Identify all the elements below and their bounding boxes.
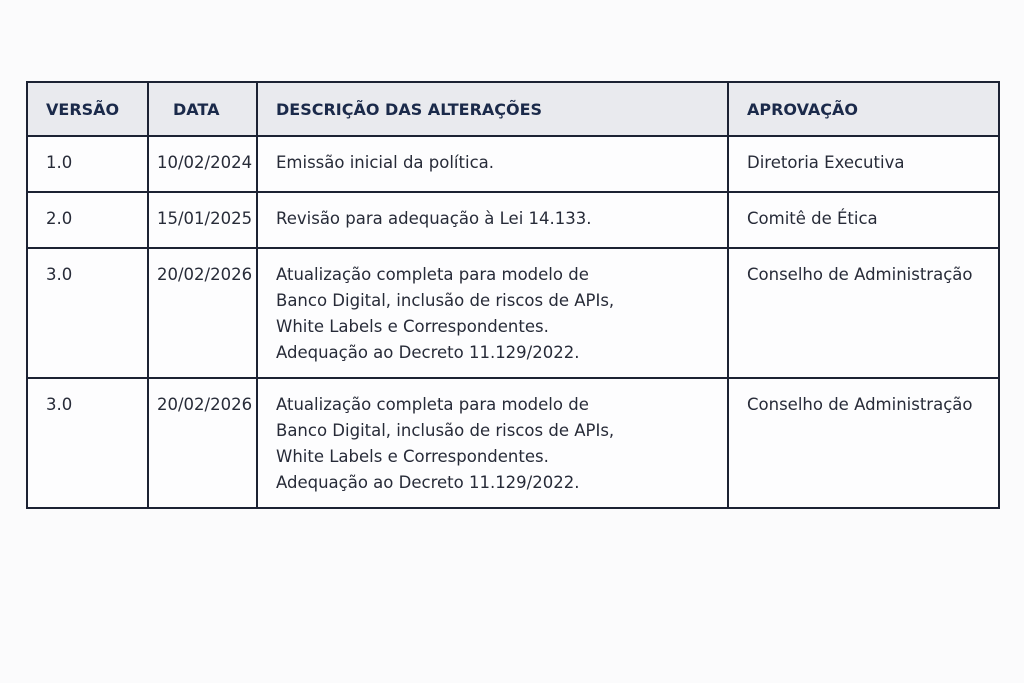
cell-versao: 3.0 [27, 248, 148, 378]
cell-data: 20/02/2026 [148, 378, 257, 508]
descricao-line: White Labels e Correspondentes. [276, 317, 549, 336]
descricao-line: Atualização completa para modelo de [276, 265, 589, 284]
cell-aprovacao: Conselho de Administração [728, 378, 999, 508]
cell-descricao [257, 136, 728, 192]
descricao-line: Emissão inicial da política. [276, 153, 494, 172]
cell-versao: 3.0 [27, 378, 148, 508]
descricao-line: Banco Digital, inclusão de riscos de APIs, [276, 421, 615, 440]
table-row [27, 248, 999, 378]
cell-descricao [257, 192, 728, 248]
header-versao: VERSÃO [27, 82, 148, 136]
header-aprovacao: APROVAÇÃO [728, 82, 999, 136]
descricao-line: Adequação ao Decreto 11.129/2022. [276, 473, 580, 492]
table-row [27, 192, 999, 248]
cell-aprovacao: Conselho de Administração [728, 248, 999, 378]
cell-aprovacao: Diretoria Executiva [728, 136, 999, 192]
table-row [27, 378, 999, 508]
cell-versao: 2.0 [27, 192, 148, 248]
header-descricao: DESCRIÇÃO DAS ALTERAÇÕES [257, 82, 728, 136]
descricao-line: Atualização completa para modelo de [276, 395, 589, 414]
cell-versao: 1.0 [27, 136, 148, 192]
descricao-line: Revisão para adequação à Lei 14.133. [276, 209, 592, 228]
descricao-line: Adequação ao Decreto 11.129/2022. [276, 343, 580, 362]
cell-descricao [257, 378, 728, 508]
cell-descricao [257, 248, 728, 378]
header-data: DATA [148, 82, 257, 136]
descricao-line: White Labels e Correspondentes. [276, 447, 549, 466]
table-row [27, 136, 999, 192]
cell-data: 10/02/2024 [148, 136, 257, 192]
cell-data: 20/02/2026 [148, 248, 257, 378]
cell-aprovacao: Comitê de Ética [728, 192, 999, 248]
table-header-row [27, 82, 999, 136]
cell-data: 15/01/2025 [148, 192, 257, 248]
revision-history-table [26, 81, 1000, 509]
descricao-line: Banco Digital, inclusão de riscos de APIs, [276, 291, 615, 310]
